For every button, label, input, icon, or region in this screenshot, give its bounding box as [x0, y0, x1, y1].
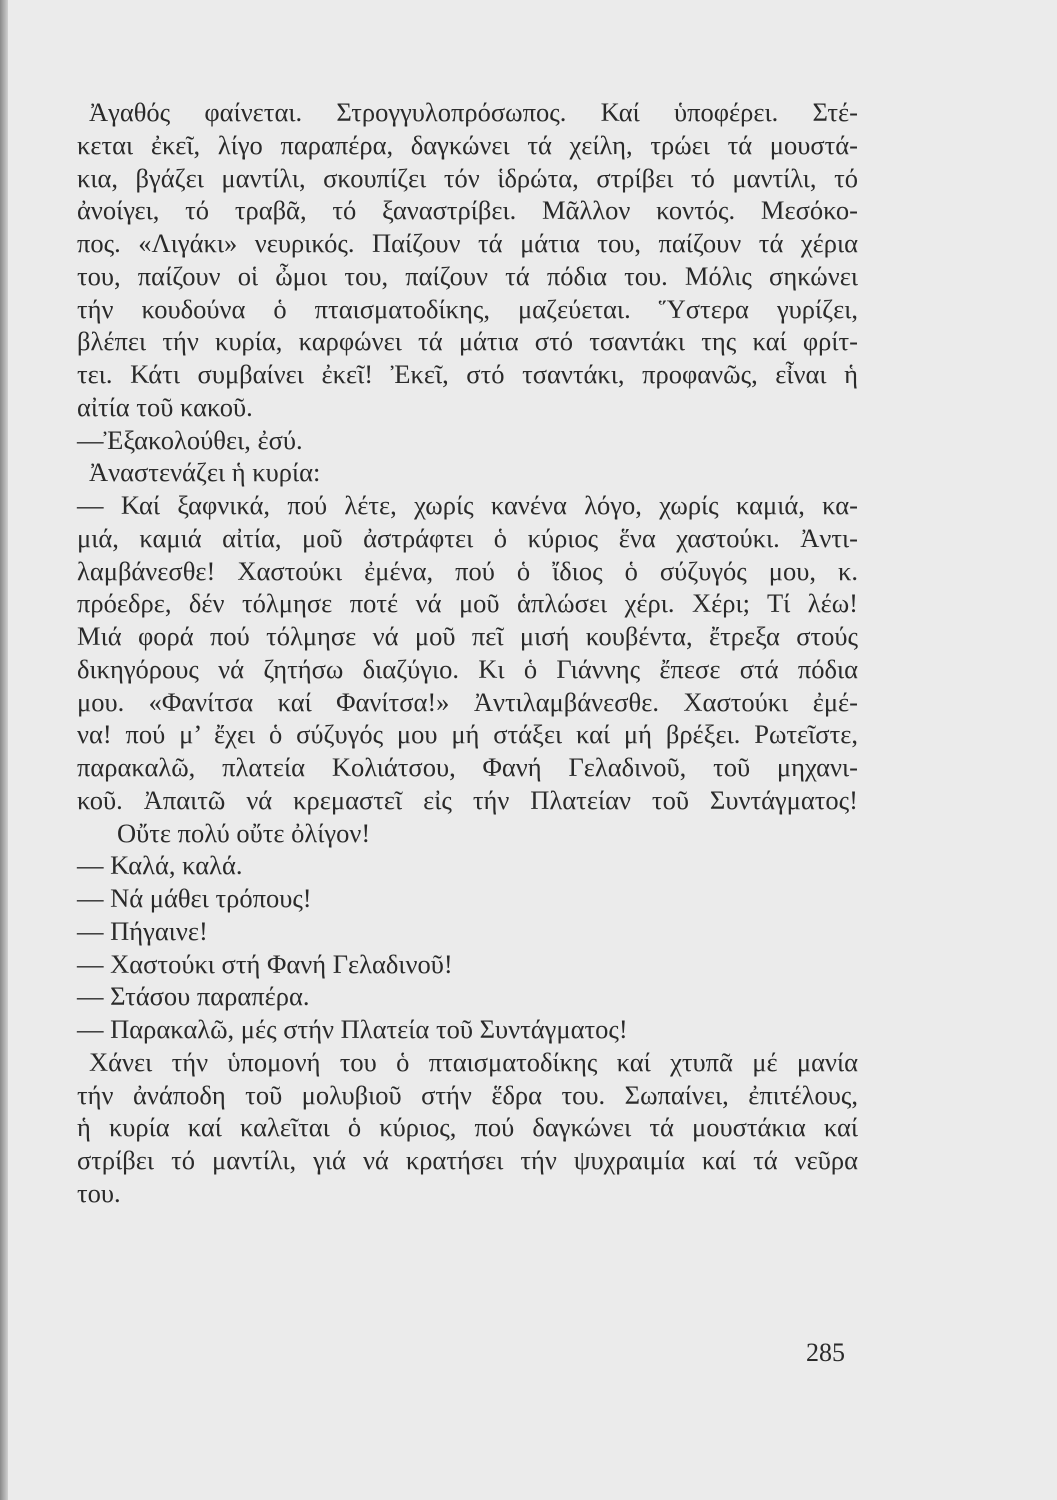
text-line: πρόεδρε, δέν τόλμησε ποτέ νά μοῦ ἁπλώσει χέρι. Χέρι; Τί λέω! [77, 588, 858, 619]
text-line: λαμβάνεσθε! Χαστούκι ἐμένα, πού ὁ ἴδιος ὁ σύζυγός μου, κ. [77, 555, 858, 586]
text-line: του, παίζουν οἱ ὦμοι του, παίζουν τά πόδια του. Μόλις σηκώνει [77, 260, 858, 291]
body-text [77, 96, 858, 1210]
text-line: — Χαστούκι στή Φανή Γελαδινοῦ! [77, 948, 453, 979]
text-line: — Στάσου παραπέρα. [77, 981, 310, 1012]
text-line: κια, βγάζει μαντίλι, σκουπίζει τόν ἱδρώτα, στρίβει τό μαντίλι, τό [77, 162, 858, 193]
page-number: 285 [806, 1338, 845, 1367]
text-line: μου. «Φανίτσα καί Φανίτσα!» Ἀντιλαμβάνεσθε. Χαστούκι ἐμέ- [77, 686, 858, 717]
text-line: δικηγόρους νά ζητήσω διαζύγιο. Κι ὁ Γιάννης ἔπεσε στά πόδια [77, 653, 858, 684]
text-line: ἀνοίγει, τό τραβᾶ, τό ξαναστρίβει. Μᾶλλον κοντός. Μεσόκο- [77, 195, 858, 226]
text-line: τήν ἀνάποδη τοῦ μολυβιοῦ στήν ἕδρα του. Σωπαίνει, ἐπιτέλους, [77, 1079, 858, 1110]
text-line: — Καί ξαφνικά, πού λέτε, χωρίς κανένα λόγο, χωρίς καμιά, κα- [77, 490, 858, 520]
text-line: του. [77, 1177, 121, 1208]
text-line: τήν κουδούνα ὁ πταισματοδίκης, μαζεύεται. Ὕστερα γυρίζει, [77, 293, 858, 324]
text-line: ἡ κυρία καί καλεῖται ὁ κύριος, πού δαγκώνει τά μουστάκια καί [77, 1112, 858, 1143]
text-line: μιά, καμιά αἰτία, μοῦ ἀστράφτει ὁ κύριος ἕνα χαστούκι. Ἀντι- [77, 522, 858, 553]
text-line: βλέπει τήν κυρία, καρφώνει τά μάτια στό τσαντάκι της καί φρίτ- [77, 326, 858, 357]
page-edge-shadow [0, 0, 8, 1500]
text-line: —Ἐξακολούθει, ἐσύ. [77, 424, 303, 455]
text-line: αἰτία τοῦ κακοῦ. [77, 391, 253, 422]
text-line: να! πού μ’ ἔχει ὁ σύζυγός μου μή στάξει καί μή βρέξει. Ρωτεῖστε, [77, 719, 858, 750]
text-line: — Νά μάθει τρόπους! [77, 883, 312, 913]
text-line: Μιά φορά πού τόλμησε νά μοῦ πεῖ μισή κουβέντα, ἔτρεξα στούς [77, 621, 858, 651]
text-line: Ἀναστενάζει ἡ κυρία: [89, 457, 321, 488]
text-line: πος. «Λιγάκι» νευρικός. Παίζουν τά μάτια του, παίζουν τά χέρια [77, 228, 858, 258]
text-line: κοῦ. Ἀπαιτῶ νά κρεμαστεῖ εἰς τήν Πλατείαν τοῦ Συντάγματος! [77, 784, 858, 815]
text-line: στρίβει τό μαντίλι, γιά νά κρατήσει τήν ψυχραιμία καί τά νεῦρα [77, 1145, 858, 1175]
text-line: Χάνει τήν ὑπομονή του ὁ πταισματοδίκης καί χτυπᾶ μέ μανία [89, 1046, 858, 1077]
text-line: τει. Κάτι συμβαίνει ἐκεῖ! Ἐκεῖ, στό τσαντάκι, προφανῶς, εἶναι ἡ [77, 359, 858, 389]
text-line: παρακαλῶ, πλατεία Κολιάτσου, Φανή Γελαδινοῦ, τοῦ μηχανι- [77, 752, 858, 782]
text-line: — Παρακαλῶ, μές στήν Πλατεία τοῦ Συντάγματος! [77, 1014, 628, 1044]
text-line: — Πήγαινε! [77, 915, 208, 946]
text-line: κεται ἐκεῖ, λίγο παραπέρα, δαγκώνει τά χείλη, τρώει τά μουστά- [77, 129, 858, 160]
text-line: Ἀγαθός φαίνεται. Στρογγυλοπρόσωπος. Καί ὑποφέρει. Στέ- [89, 97, 858, 127]
text-line: — Καλά, καλά. [77, 850, 243, 881]
text-line: Οὔτε πολύ οὔτε ὀλίγον! [117, 817, 371, 848]
